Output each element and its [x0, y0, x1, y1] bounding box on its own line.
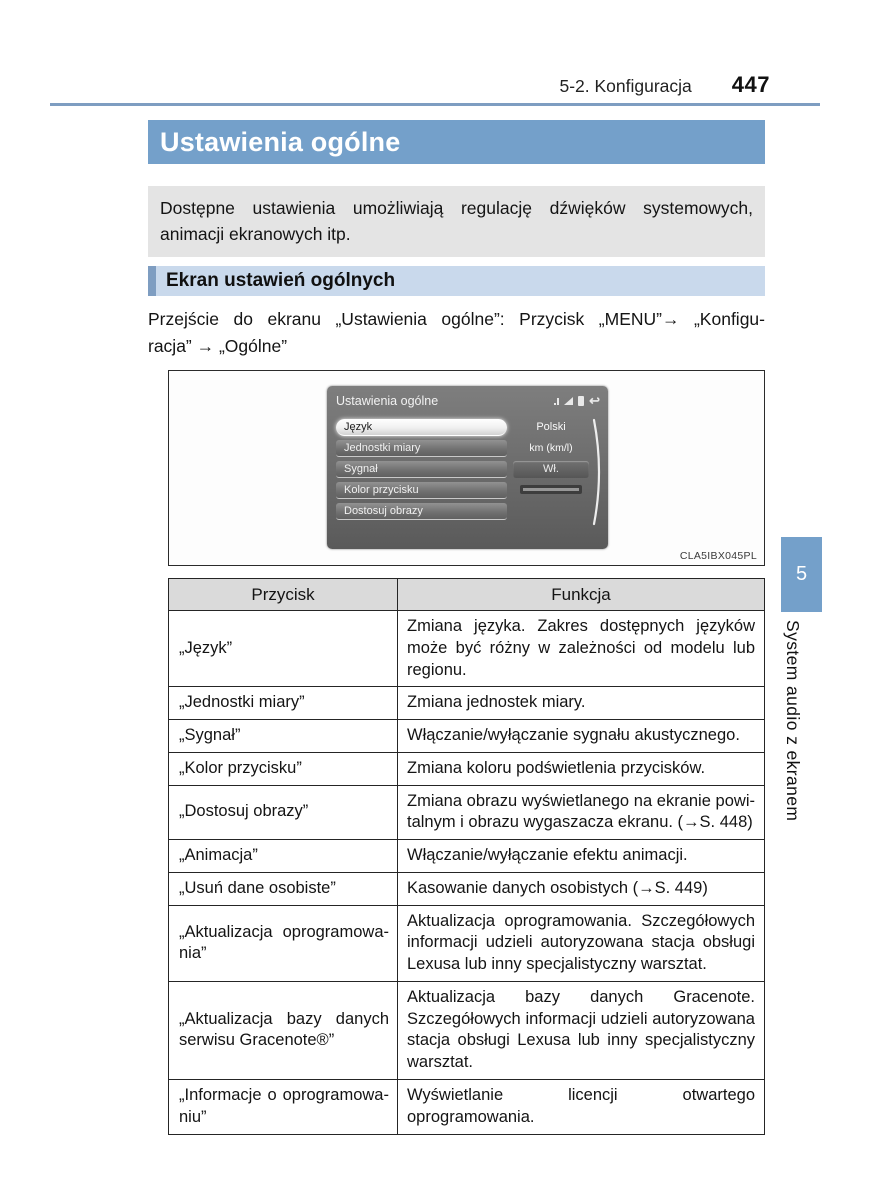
- figure-code: CLA5IBX045PL: [679, 550, 757, 562]
- table-row: [169, 720, 765, 753]
- table-cell-function: Aktualizacja oprogramowania. Szczegółowych informacji udzieli autoryzowana stacja obsługi Lexusa lub inny specjalistyczny warsztat.: [398, 905, 765, 981]
- section-header: Ekran ustawień ogólnych: [148, 266, 765, 296]
- table-cell-function: Włączanie/wyłączanie efektu animacji.: [398, 840, 765, 873]
- screen-color-slider: [520, 485, 582, 494]
- screen-value-signal: Wł.: [513, 461, 589, 478]
- menu-path-paragraph: [148, 306, 765, 360]
- table-cell-function: Wyświetlanie licencji otwartego oprogramowania.: [398, 1080, 765, 1135]
- table-row: [169, 981, 765, 1079]
- screen-status-icons: [554, 393, 600, 408]
- table-row: [169, 752, 765, 785]
- table-header-row: [169, 579, 765, 611]
- table-cell-button: „Sygnał”: [169, 720, 398, 753]
- screen-button-kolor-przycisku: Kolor przycisku: [336, 482, 507, 499]
- table-cell-function: Zmiana jednostek miary.: [398, 687, 765, 720]
- chapter-tab: 5: [781, 537, 822, 612]
- return-icon: ↩: [589, 393, 600, 408]
- table-cell-button: „Informacje o oprogramowaniu”: [169, 1080, 398, 1135]
- table-cell-button: „Animacja”: [169, 840, 398, 873]
- page-number: 447: [731, 72, 770, 97]
- table-row: [169, 1080, 765, 1135]
- table-cell-function: Zmiana koloru podświetlenia przycisków.: [398, 752, 765, 785]
- screen-value-column: [511, 419, 591, 494]
- page-title: Ustawienia ogólne: [148, 120, 765, 164]
- table-cell-button: „Aktualizacja bazy danych serwisu Gracenote®”: [169, 981, 398, 1079]
- running-head: [559, 72, 770, 98]
- screen-header: [327, 386, 608, 412]
- table-cell-button: „Język”: [169, 611, 398, 687]
- table-cell-button: „Kolor przycisku”: [169, 752, 398, 785]
- table-cell-function: Aktualizacja bazy danych Gracenote. Szczegółowych informacji udzieli autoryzowana stacja obsługi Lexusa lub inny specjalistyczny warsztat.: [398, 981, 765, 1079]
- screen-menu-column: [336, 419, 507, 520]
- menu-path-line1: Przejście do ekranu „Ustawienia ogólne”: Przycisk „MENU”→ „Konfigu-: [148, 309, 765, 329]
- table-cell-function: Zmiana języka. Zakres dostępnych języków może być różny w zależności od modelu lub regionu.: [398, 611, 765, 687]
- table-cell-function: Włączanie/wyłączanie sygnału akustycznego.: [398, 720, 765, 753]
- table-cell-button: „Aktualizacja oprogramowania”: [169, 905, 398, 981]
- screen-button-sygnal: Sygnał: [336, 461, 507, 478]
- screen-value-units: km (km/l): [529, 442, 573, 454]
- screen-button-jezyk: Język: [336, 419, 507, 436]
- breadcrumb: 5-2. Konfiguracja: [559, 76, 692, 96]
- table-row: [169, 687, 765, 720]
- table-cell-button: „Usuń dane osobiste”: [169, 872, 398, 905]
- table-cell-button: „Dostosuj obrazy”: [169, 785, 398, 840]
- chapter-title-vertical: System audio z ekranem: [783, 620, 803, 822]
- figure-frame: [168, 370, 765, 566]
- signal-strength-icon: [564, 397, 573, 405]
- header-rule: [50, 103, 820, 106]
- screen-title: Ustawienia ogólne: [336, 394, 439, 408]
- intro-box: Dostępne ustawienia umożliwiają regulację dźwięków systemowych, animacji ekranowych itp.: [148, 186, 765, 257]
- menu-path-line2: racja” → „Ogólne”: [148, 336, 288, 357]
- table-header-przycisk: Przycisk: [169, 579, 398, 611]
- table-row: [169, 611, 765, 687]
- screen-button-dostosuj-obrazy: Dostosuj obrazy: [336, 503, 507, 520]
- screen-scroll-arc: [591, 418, 605, 526]
- table-cell-function: Kasowanie danych osobistych (→S. 449): [398, 872, 765, 905]
- battery-icon: [578, 396, 584, 406]
- screen-value-language: Polski: [536, 421, 566, 433]
- table-cell-button: „Jednostki miary”: [169, 687, 398, 720]
- table-row: [169, 785, 765, 840]
- table-row: [169, 905, 765, 981]
- table-header-funkcja: Funkcja: [398, 579, 765, 611]
- screen-button-jednostki-miary: Jednostki miary: [336, 440, 507, 457]
- table-row: [169, 872, 765, 905]
- phone-icon: [554, 398, 559, 405]
- settings-table: [168, 578, 765, 1135]
- table-row: [169, 840, 765, 873]
- table-cell-function: Zmiana obrazu wyświetlanego na ekranie powitalnym i obrazu wygaszacza ekranu. (→S. 448): [398, 785, 765, 840]
- infotainment-screen: [327, 386, 608, 549]
